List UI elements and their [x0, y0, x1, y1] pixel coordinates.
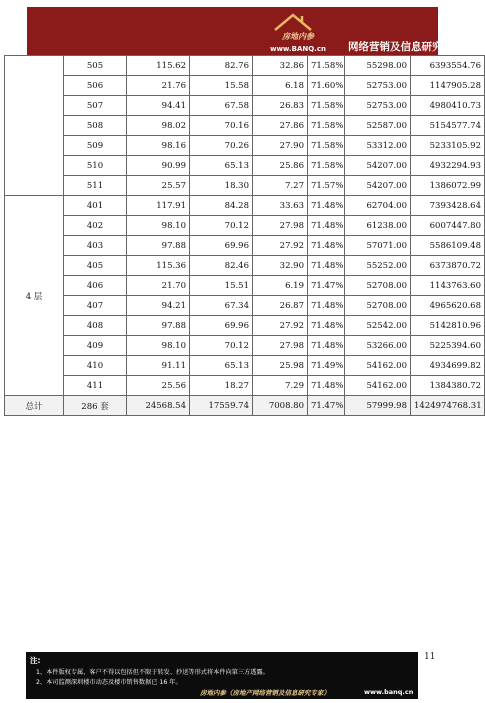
total-price-cell: 5233105.92: [411, 136, 485, 156]
unit-cell: 506: [64, 76, 127, 96]
total-ratio: 71.47%: [308, 396, 345, 416]
footer-brand: 房地内参（房地产网络营销及信息研究专家）: [200, 689, 330, 697]
total-price-cell: 6393554.76: [411, 56, 485, 76]
table-row: [5, 236, 485, 256]
gross-area-cell: 94.41: [127, 96, 190, 116]
table-row: [5, 316, 485, 336]
net-area-cell: 65.13: [190, 156, 253, 176]
unit-price-cell: 53312.00: [345, 136, 411, 156]
gross-area-cell: 97.88: [127, 316, 190, 336]
gross-area-cell: 25.57: [127, 176, 190, 196]
total-row: [5, 396, 485, 416]
table-row: [5, 116, 485, 136]
table-row: [5, 336, 485, 356]
net-area-cell: 18.30: [190, 176, 253, 196]
brand-url: www.BANQ.cn: [270, 45, 326, 53]
unit-cell: 406: [64, 276, 127, 296]
total-price-cell: 5586109.48: [411, 236, 485, 256]
net-area-cell: 70.12: [190, 216, 253, 236]
ratio-cell: 71.48%: [308, 316, 345, 336]
ratio-cell: 71.57%: [308, 176, 345, 196]
footer-url: www.banq.cn: [364, 688, 414, 696]
shared-area-cell: 27.86: [253, 116, 308, 136]
header-title: 网络营销及信息研究专家: [348, 41, 464, 53]
net-area-cell: 15.51: [190, 276, 253, 296]
table-row: [5, 296, 485, 316]
shared-area-cell: 7.29: [253, 376, 308, 396]
floor-cell: [5, 56, 64, 196]
ratio-cell: 71.58%: [308, 116, 345, 136]
gross-area-cell: 21.76: [127, 76, 190, 96]
shared-area-cell: 33.63: [253, 196, 308, 216]
total-gross-area: 24568.54: [127, 396, 190, 416]
total-count: 286 套: [64, 396, 127, 416]
gross-area-cell: 117.91: [127, 196, 190, 216]
table-row: [5, 96, 485, 116]
total-price-cell: 1143763.60: [411, 276, 485, 296]
unit-cell: 409: [64, 336, 127, 356]
net-area-cell: 70.16: [190, 116, 253, 136]
ratio-cell: 71.48%: [308, 376, 345, 396]
unit-cell: 411: [64, 376, 127, 396]
unit-cell: 401: [64, 196, 127, 216]
ratio-cell: 71.58%: [308, 156, 345, 176]
gross-area-cell: 25.56: [127, 376, 190, 396]
total-price: 1424974768.31: [411, 396, 485, 416]
total-price-cell: 1147905.28: [411, 76, 485, 96]
table-row: [5, 76, 485, 96]
house-roof-icon: [273, 12, 313, 32]
ratio-cell: 71.58%: [308, 56, 345, 76]
net-area-cell: 69.96: [190, 316, 253, 336]
unit-cell: 402: [64, 216, 127, 236]
gross-area-cell: 115.62: [127, 56, 190, 76]
net-area-cell: 69.96: [190, 236, 253, 256]
unit-price-cell: 57071.00: [345, 236, 411, 256]
unit-price-cell: 54162.00: [345, 376, 411, 396]
table-row: [5, 356, 485, 376]
total-price-cell: 4980410.73: [411, 96, 485, 116]
table-row: [5, 156, 485, 176]
total-price-cell: 4965620.68: [411, 296, 485, 316]
unit-price-cell: 62704.00: [345, 196, 411, 216]
net-area-cell: 82.46: [190, 256, 253, 276]
unit-price-cell: 52753.00: [345, 96, 411, 116]
shared-area-cell: 27.98: [253, 216, 308, 236]
unit-cell: 505: [64, 56, 127, 76]
table-row: [5, 136, 485, 156]
ratio-cell: 71.47%: [308, 276, 345, 296]
shared-area-cell: 7.27: [253, 176, 308, 196]
total-price-cell: 4934699.82: [411, 356, 485, 376]
table-row: [5, 216, 485, 236]
net-area-cell: 84.28: [190, 196, 253, 216]
unit-cell: 403: [64, 236, 127, 256]
table-row: [5, 276, 485, 296]
ratio-cell: 71.48%: [308, 336, 345, 356]
unit-price-cell: 53266.00: [345, 336, 411, 356]
total-shared-area: 7008.80: [253, 396, 308, 416]
unit-cell: 410: [64, 356, 127, 376]
shared-area-cell: 32.86: [253, 56, 308, 76]
ratio-cell: 71.60%: [308, 76, 345, 96]
shared-area-cell: 32.90: [253, 256, 308, 276]
gross-area-cell: 94.21: [127, 296, 190, 316]
total-price-cell: 7393428.64: [411, 196, 485, 216]
shared-area-cell: 25.98: [253, 356, 308, 376]
ratio-cell: 71.48%: [308, 296, 345, 316]
shared-area-cell: 27.92: [253, 316, 308, 336]
table-body: [5, 56, 485, 416]
total-unit-price: 57999.98: [345, 396, 411, 416]
unit-price-cell: 52587.00: [345, 116, 411, 136]
net-area-cell: 15.58: [190, 76, 253, 96]
unit-price-cell: 54162.00: [345, 356, 411, 376]
ratio-cell: 71.48%: [308, 236, 345, 256]
total-label: 总计: [5, 396, 64, 416]
total-price-cell: 1384380.72: [411, 376, 485, 396]
note-copyright: 1、本件版权专属，客户不得以包括但不限于转发、抄送等形式将本件向第三方透露。: [36, 669, 269, 676]
unit-price-cell: 55298.00: [345, 56, 411, 76]
shared-area-cell: 27.98: [253, 336, 308, 356]
unit-cell: 507: [64, 96, 127, 116]
total-price-cell: 6007447.80: [411, 216, 485, 236]
unit-cell: 405: [64, 256, 127, 276]
total-price-cell: 6373870.72: [411, 256, 485, 276]
unit-cell: 509: [64, 136, 127, 156]
net-area-cell: 70.12: [190, 336, 253, 356]
sales-table: [4, 55, 485, 416]
gross-area-cell: 115.36: [127, 256, 190, 276]
table-row: [5, 256, 485, 276]
table-row: [5, 196, 485, 216]
shared-area-cell: 26.87: [253, 296, 308, 316]
total-price-cell: 4932294.93: [411, 156, 485, 176]
gross-area-cell: 97.88: [127, 236, 190, 256]
net-area-cell: 18.27: [190, 376, 253, 396]
unit-cell: 508: [64, 116, 127, 136]
table-row: [5, 56, 485, 76]
page-header: [27, 7, 464, 55]
ratio-cell: 71.48%: [308, 256, 345, 276]
floor-cell: 4 层: [5, 196, 64, 396]
page-footer: [26, 652, 418, 699]
unit-price-cell: 52753.00: [345, 76, 411, 96]
unit-price-cell: 52708.00: [345, 296, 411, 316]
net-area-cell: 67.58: [190, 96, 253, 116]
total-net-area: 17559.74: [190, 396, 253, 416]
gross-area-cell: 98.10: [127, 216, 190, 236]
table-row: [5, 376, 485, 396]
gross-area-cell: 98.10: [127, 336, 190, 356]
gross-area-cell: 91.11: [127, 356, 190, 376]
total-price-cell: 5142810.96: [411, 316, 485, 336]
ratio-cell: 71.58%: [308, 96, 345, 116]
gross-area-cell: 21.70: [127, 276, 190, 296]
table-row: [5, 176, 485, 196]
net-area-cell: 70.26: [190, 136, 253, 156]
shared-area-cell: 26.83: [253, 96, 308, 116]
shared-area-cell: 27.90: [253, 136, 308, 156]
total-price-cell: 1386072.99: [411, 176, 485, 196]
unit-price-cell: 52542.00: [345, 316, 411, 336]
ratio-cell: 71.58%: [308, 136, 345, 156]
unit-price-cell: 54207.00: [345, 176, 411, 196]
note-monitoring: 2、本司监测深圳楼市动态及楼市销售数据已 16 年。: [36, 679, 182, 686]
unit-price-cell: 61238.00: [345, 216, 411, 236]
unit-cell: 511: [64, 176, 127, 196]
unit-price-cell: 54207.00: [345, 156, 411, 176]
gross-area-cell: 98.02: [127, 116, 190, 136]
ratio-cell: 71.48%: [308, 216, 345, 236]
page-number: 11: [424, 652, 436, 662]
shared-area-cell: 6.19: [253, 276, 308, 296]
gross-area-cell: 98.16: [127, 136, 190, 156]
unit-cell: 408: [64, 316, 127, 336]
unit-price-cell: 55252.00: [345, 256, 411, 276]
total-price-cell: 5154577.74: [411, 116, 485, 136]
unit-cell: 407: [64, 296, 127, 316]
gross-area-cell: 90.99: [127, 156, 190, 176]
net-area-cell: 67.34: [190, 296, 253, 316]
shared-area-cell: 6.18: [253, 76, 308, 96]
shared-area-cell: 27.92: [253, 236, 308, 256]
brand-name: 房地内参: [282, 31, 314, 41]
unit-price-cell: 52708.00: [345, 276, 411, 296]
ratio-cell: 71.49%: [308, 356, 345, 376]
shared-area-cell: 25.86: [253, 156, 308, 176]
total-price-cell: 5225394.60: [411, 336, 485, 356]
unit-cell: 510: [64, 156, 127, 176]
note-title: 注:: [30, 656, 41, 665]
net-area-cell: 82.76: [190, 56, 253, 76]
ratio-cell: 71.48%: [308, 196, 345, 216]
net-area-cell: 65.13: [190, 356, 253, 376]
